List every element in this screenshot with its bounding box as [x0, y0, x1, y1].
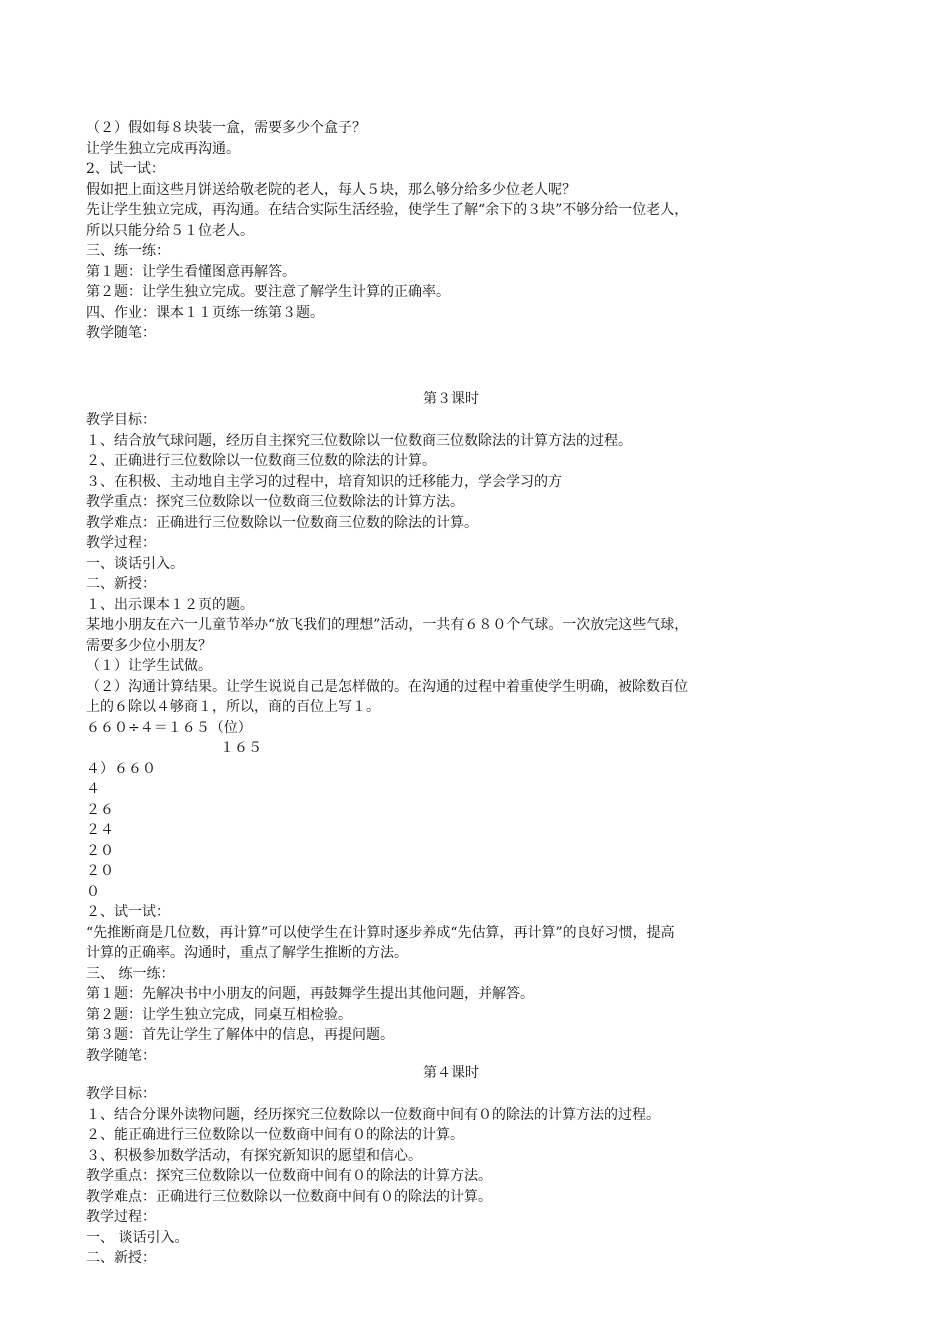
- text-line: 第３题：首先让学生了解体中的信息，再提问题。: [86, 1027, 394, 1043]
- division-step: ２６: [86, 801, 114, 818]
- text-line: 四、作业：课本１１页练一练第３题。: [86, 304, 324, 321]
- text-line: １、出示课本１２页的题。: [86, 596, 254, 613]
- equation-line: ６６０÷４＝１６５（位）: [86, 719, 252, 736]
- text-line: （２）沟通计算结果。让学生说说自己是怎样做的。在沟通的过程中着重使学生明确，被除数百位: [86, 678, 688, 695]
- long-division: [86, 738, 836, 902]
- text-line: 二、新授：: [86, 1250, 156, 1266]
- text-line: ２、试一试：: [86, 904, 170, 920]
- division-step: ２０: [86, 842, 114, 859]
- text-line: 教学过程：: [86, 535, 156, 551]
- division-dividend: ４）６６０: [86, 760, 156, 777]
- text-line: 一、谈话引入。: [86, 555, 184, 572]
- text-line: 所以只能分给５１位老人。: [86, 222, 254, 239]
- text-line: 教学过程：: [86, 1209, 156, 1225]
- text-line: 上的６除以４够商１，所以，商的百位上写１。: [86, 699, 380, 715]
- text-line: 教学难点：正确进行三位数除以一位数商中间有０的除法的计算。: [86, 1188, 492, 1205]
- section-top: [86, 118, 836, 344]
- text-line: 某地小朋友在六一儿童节举办“放飞我们的理想”活动，一共有６８０个气球。一次放完这些气球，: [86, 617, 689, 633]
- text-line: 三、 练一练：: [86, 965, 175, 982]
- text-line: 教学目标：: [86, 412, 156, 428]
- text-line: 三、练一练：: [86, 243, 170, 259]
- text-line: 教学随笔：: [86, 1047, 156, 1064]
- text-line: 教学重点：探究三位数除以一位数商三位数除法的计算方法。: [86, 494, 464, 510]
- text-line: 教学目标：: [86, 1086, 156, 1102]
- lesson-3-title: 第３课时: [423, 391, 479, 407]
- lesson-4-title: 第４课时: [423, 1065, 479, 1081]
- division-quotient: １６５: [220, 740, 262, 756]
- text-line: （１）让学生试做。: [86, 658, 212, 674]
- text-line: 让学生独立完成再沟通。: [86, 140, 240, 157]
- text-line: 计算的正确率。沟通时，重点了解学生推断的方法。: [86, 945, 408, 961]
- text-line: 一、 谈话引入。: [86, 1229, 189, 1246]
- text-line: 第１题：让学生看懂图意再解答。: [86, 263, 296, 280]
- text-line: 先让学生独立完成，再沟通。在结合实际生活经验，使学生了解“余下的３块”不够分给一位老人，: [86, 202, 689, 218]
- text-line: 第２题：让学生独立完成，同桌互相检验。: [86, 1006, 352, 1023]
- text-line: １、结合分课外读物问题，经历探究三位数除以一位数商中间有０的除法的计算方法的过程。: [86, 1106, 660, 1123]
- text-line: 第１题：先解决书中小朋友的问题，再鼓舞学生提出其他问题，并解答。: [86, 986, 534, 1002]
- text-line: ２、能正确进行三位数除以一位数商中间有０的除法的计算。: [86, 1127, 464, 1143]
- text-line: 教学随笔：: [86, 325, 156, 341]
- text-line: “先推断商是几位数，再计算”可以使学生在计算时逐步养成“先估算，再计算”的良好习惯，提高: [86, 924, 675, 941]
- text-line: １、结合放气球问题，经历自主探究三位数除以一位数商三位数除法的计算方法的过程。: [86, 432, 632, 449]
- text-line: 第２题：让学生独立完成。要注意了解学生计算的正确率。: [86, 284, 450, 300]
- division-step: ２４: [86, 822, 114, 838]
- text-line: 教学重点：探究三位数除以一位数商中间有０的除法的计算方法。: [86, 1168, 492, 1184]
- text-line: ２、正确进行三位数除以一位数商三位数的除法的计算。: [86, 453, 436, 469]
- division-step: ４: [86, 781, 100, 797]
- lesson-4-body: [86, 1084, 836, 1269]
- division-step: ０: [86, 883, 100, 900]
- text-line: 教学难点：正确进行三位数除以一位数商三位数的除法的计算。: [86, 514, 478, 531]
- division-step: ２０: [86, 863, 114, 879]
- text-line: 2、试一试：: [86, 161, 165, 177]
- text-line: 二、新授：: [86, 576, 156, 592]
- text-line: ３、积极参加数学活动，有探究新知识的愿望和信心。: [86, 1147, 422, 1164]
- text-line: （２）假如每８块装一盒，需要多少个盒子？: [86, 120, 366, 136]
- text-line: ３、在积极、主动地自主学习的过程中，培育知识的迁移能力，学会学习的方: [86, 473, 562, 490]
- text-line: 需要多少位小朋友？: [86, 637, 212, 654]
- text-line: 假如把上面这些月饼送给敬老院的老人，每人５块，那么够分给多少位老人呢？: [86, 181, 576, 198]
- lesson-3-body: [86, 410, 836, 1066]
